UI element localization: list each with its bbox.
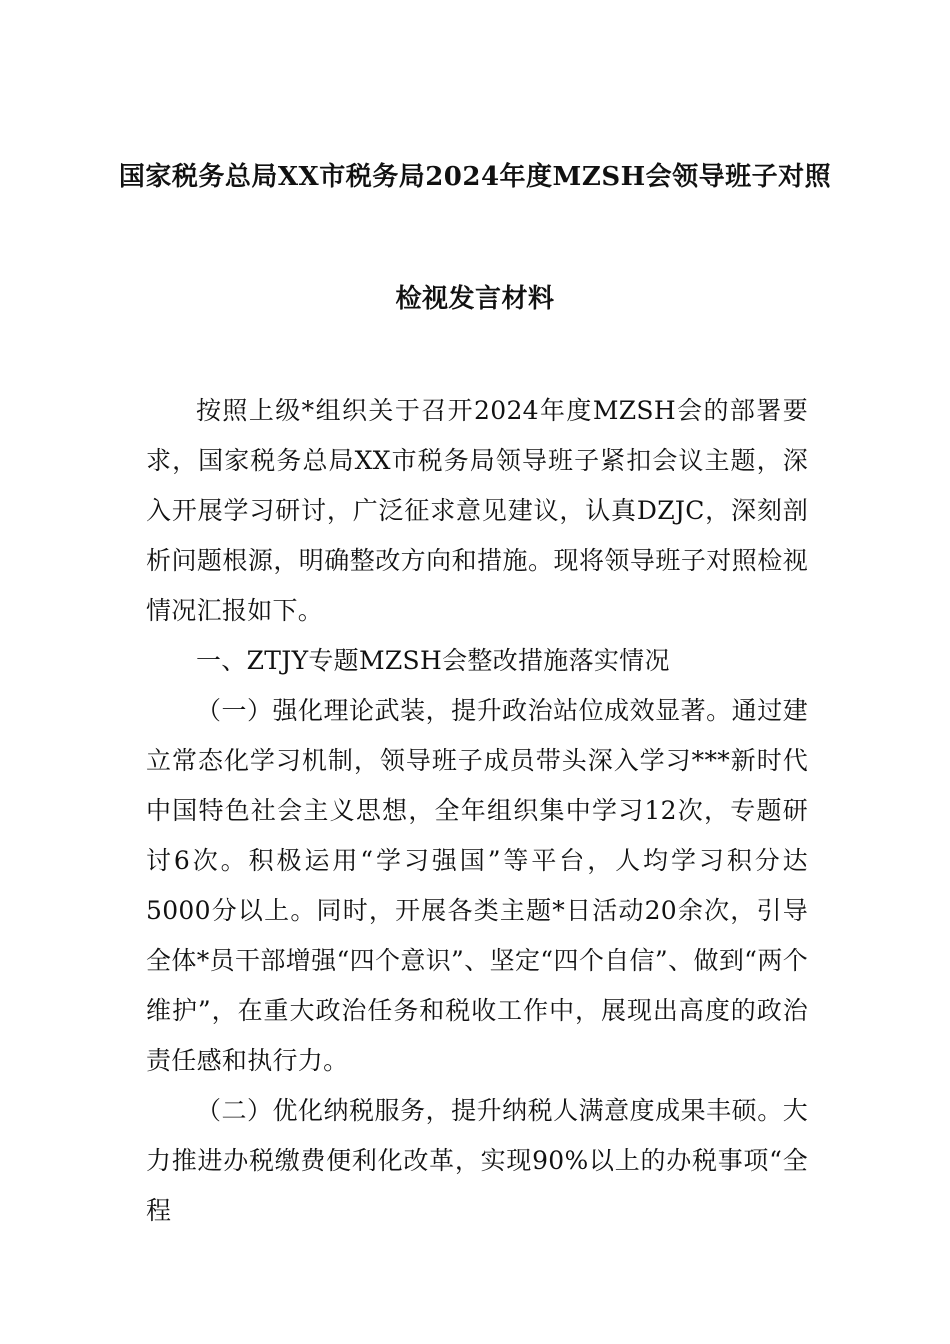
document-title-line-2: 检视发言材料 <box>395 284 555 314</box>
section-heading: 一、ZTJY专题MZSH会整改措施落实情况 <box>196 646 670 675</box>
item-2-paragraph: （二）优化纳税服务，提升纳税人满意度成果丰硕。大力推进办税缴费便利化改革，实现90%以上的办税事项“全程 <box>146 1096 808 1225</box>
intro-paragraph: 按照上级*组织关于召开2024年度MZSH会的部署要求，国家税务总局XX市税务局领导班子紧扣会议主题，深入开展学习研讨，广泛征求意见建议，认真DZJC，深刻剖析问题根源，明确整改方向和措施。现将领导班子对照检视情况汇报如下。 <box>146 396 808 625</box>
document-title-line-1: 国家税务总局XX市税务局2024年度MZSH会领导班子对照 <box>118 162 832 192</box>
item-1-paragraph: （一）强化理论武装，提升政治站位成效显著。通过建立常态化学习机制，领导班子成员带头深入学习***新时代中国特色社会主义思想，全年组织集中学习12次，专题研讨6次。积极运用“学习强国”等平台，人均学习积分达5000分以上。同时，开展各类主题*日活动20余次，引导全体*员干部增强“四个意识”、坚定“四个自信”、做到“两个维护”，在重大政治任务和税收工作中，展现出高度的政治责任感和执行力。 <box>146 696 808 1075</box>
